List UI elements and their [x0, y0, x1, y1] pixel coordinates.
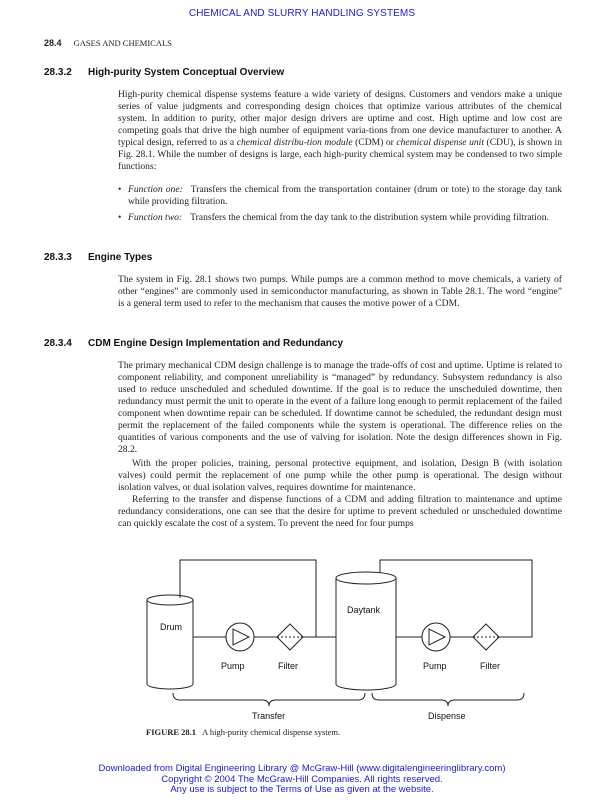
overview-line: designs is large, each high-purity chemical system may be condensed to two simple functions:: [118, 149, 562, 172]
function-text: Transfers the chemical from the day tank to the distribution system while providing filtration.: [190, 212, 549, 223]
function-text: Transfers the chemical from the transportation container (drum or tote) to the storage day tank while providing filtration.: [128, 184, 562, 207]
dispense-system-diagram: [0, 548, 604, 723]
section-number: 28.3.3: [44, 252, 72, 263]
daytank-label: Daytank: [347, 605, 381, 615]
function-list: [118, 184, 562, 228]
section-number: 28.3.2: [44, 67, 72, 78]
filter-label: Filter: [278, 661, 298, 671]
engine-design-paragraph: With the proper policies, training, personal protective equipment, and isolation, Design B (with isolation valves) could permit the replacement of one pump while the other pump is operational. The design without isolation valves, or dual isolation valves, requires downtime for maintenance.: [118, 458, 562, 493]
dispense-brace: [372, 693, 524, 706]
function-name: Function two:: [128, 212, 183, 223]
term-chemical-dispense-unit: chemical dispense unit: [396, 137, 484, 148]
footer-copyright: Copyright © 2004 The McGraw-Hill Companies. All rights reserved.: [161, 773, 443, 785]
term-chemical-distribution-module-a: chemical distribu-: [236, 137, 307, 148]
pipe-return-to-daytank: [380, 560, 532, 637]
top-banner: CHEMICAL AND SLURRY HANDLING SYSTEMS: [188, 8, 416, 19]
term-chemical-distribution-module-b: tion module: [306, 137, 353, 148]
section-title: Engine Types: [88, 252, 153, 263]
caption-text: A high-purity chemical dispense system.: [202, 727, 341, 737]
footer: [0, 764, 604, 796]
dispense-label: Dispense: [428, 711, 466, 721]
figure-label: FIGURE 28.1: [146, 727, 197, 737]
transfer-brace: [173, 693, 365, 706]
engine-types-paragraph: The system in Fig. 28.1 shows two pumps. While pumps are a common method to move chemicals, a variety of other “engines” are commonly used in semiconductor manufacturing, as shown in Table 28.1. The word “engine” is a general term used to refer to the mechanism that causes the motive power of a CDM.: [118, 274, 562, 309]
running-head-title: GASES AND CHEMICALS: [73, 38, 172, 48]
section-heading-overview: [44, 67, 284, 78]
section-title: CDM Engine Design Implementation and Redundancy: [88, 338, 344, 349]
bullet-icon: •: [118, 184, 122, 195]
section-heading-engine-types: [44, 252, 152, 263]
engine-design-paragraph: Referring to the transfer and dispense functions of a CDM and adding filtration to maintenance and uptime redundancy considerations, one can see that the desire for uptime to prevent scheduled or unscheduled downtime can quickly escalate the cost of a system. To prevent the need for four pumps: [118, 494, 562, 529]
overview-line: High-purity chemical dispense systems feature a wide variety of designs. Customers and vendors: [118, 89, 502, 100]
pump-icon: [226, 623, 254, 651]
section-heading-engine-design: [44, 338, 343, 349]
overview-paragraph: [118, 89, 562, 173]
pump-icon: [422, 623, 450, 651]
overview-line: cost. High uptime and low cost are competing goals that drive the high number of equipment varia-: [118, 113, 562, 136]
section-number: 28.3.4: [44, 338, 72, 349]
overview-text: (CDU), is shown in Fig. 28.1. While the number of: [118, 137, 563, 160]
footer-terms-link[interactable]: Any use is subject to the Terms of Use as given at the website.: [170, 784, 434, 795]
overview-text: (CDM) or: [352, 137, 397, 148]
figure-caption: [146, 727, 340, 737]
page-number: 28.4: [44, 38, 62, 48]
daytank-icon: [336, 572, 396, 690]
drum-icon: [147, 595, 193, 689]
transfer-label: Transfer: [252, 711, 286, 721]
list-item: [118, 184, 562, 208]
drum-label: Drum: [160, 622, 182, 632]
pipe-drum-to-daytank: [180, 560, 336, 637]
overview-line: attributes of the chemical system. In addition to purity, other major design drivers are uptime and: [118, 101, 562, 124]
overview-line: make a unique series of value judgments and corresponding design choices that optimize various: [118, 89, 562, 112]
running-head: [44, 38, 172, 48]
list-item: [118, 212, 562, 224]
engine-design-paragraph: The primary mechanical CDM design challenge is to manage the trade-offs of cost and uptime. Uptime is related to component reliability, and component unreliability is “managed” by redundancy. Subsystem redundancy is also used to reduce unscheduled and scheduled downtime. If the goal is to reduce the unscheduled downtime, then redundancy must permit the unit to operate in the event of a failure long enough to permit replacement of the failed component when downtime repair can be scheduled. If downtime cannot be scheduled, the redundant design must permit the replacement of the failed components while the system is operational. The difference relies on the quantities of various components and the use of valving for isolation. Note the design differences shown in Fig. 28.2.: [118, 360, 562, 455]
overview-text: tions from one device manufacturer to another. A typical design, referred to as a: [118, 125, 562, 148]
pump-label: Pump: [423, 661, 447, 671]
function-name: Function one:: [128, 184, 183, 195]
filter-label: Filter: [480, 661, 500, 671]
pump-label: Pump: [221, 661, 245, 671]
bullet-icon: •: [118, 212, 122, 223]
section-title: High-purity System Conceptual Overview: [88, 67, 285, 78]
footer-download-link[interactable]: Downloaded from Digital Engineering Library @ McGraw-Hill (www.digitalengineeringlibrary.com): [98, 763, 506, 774]
